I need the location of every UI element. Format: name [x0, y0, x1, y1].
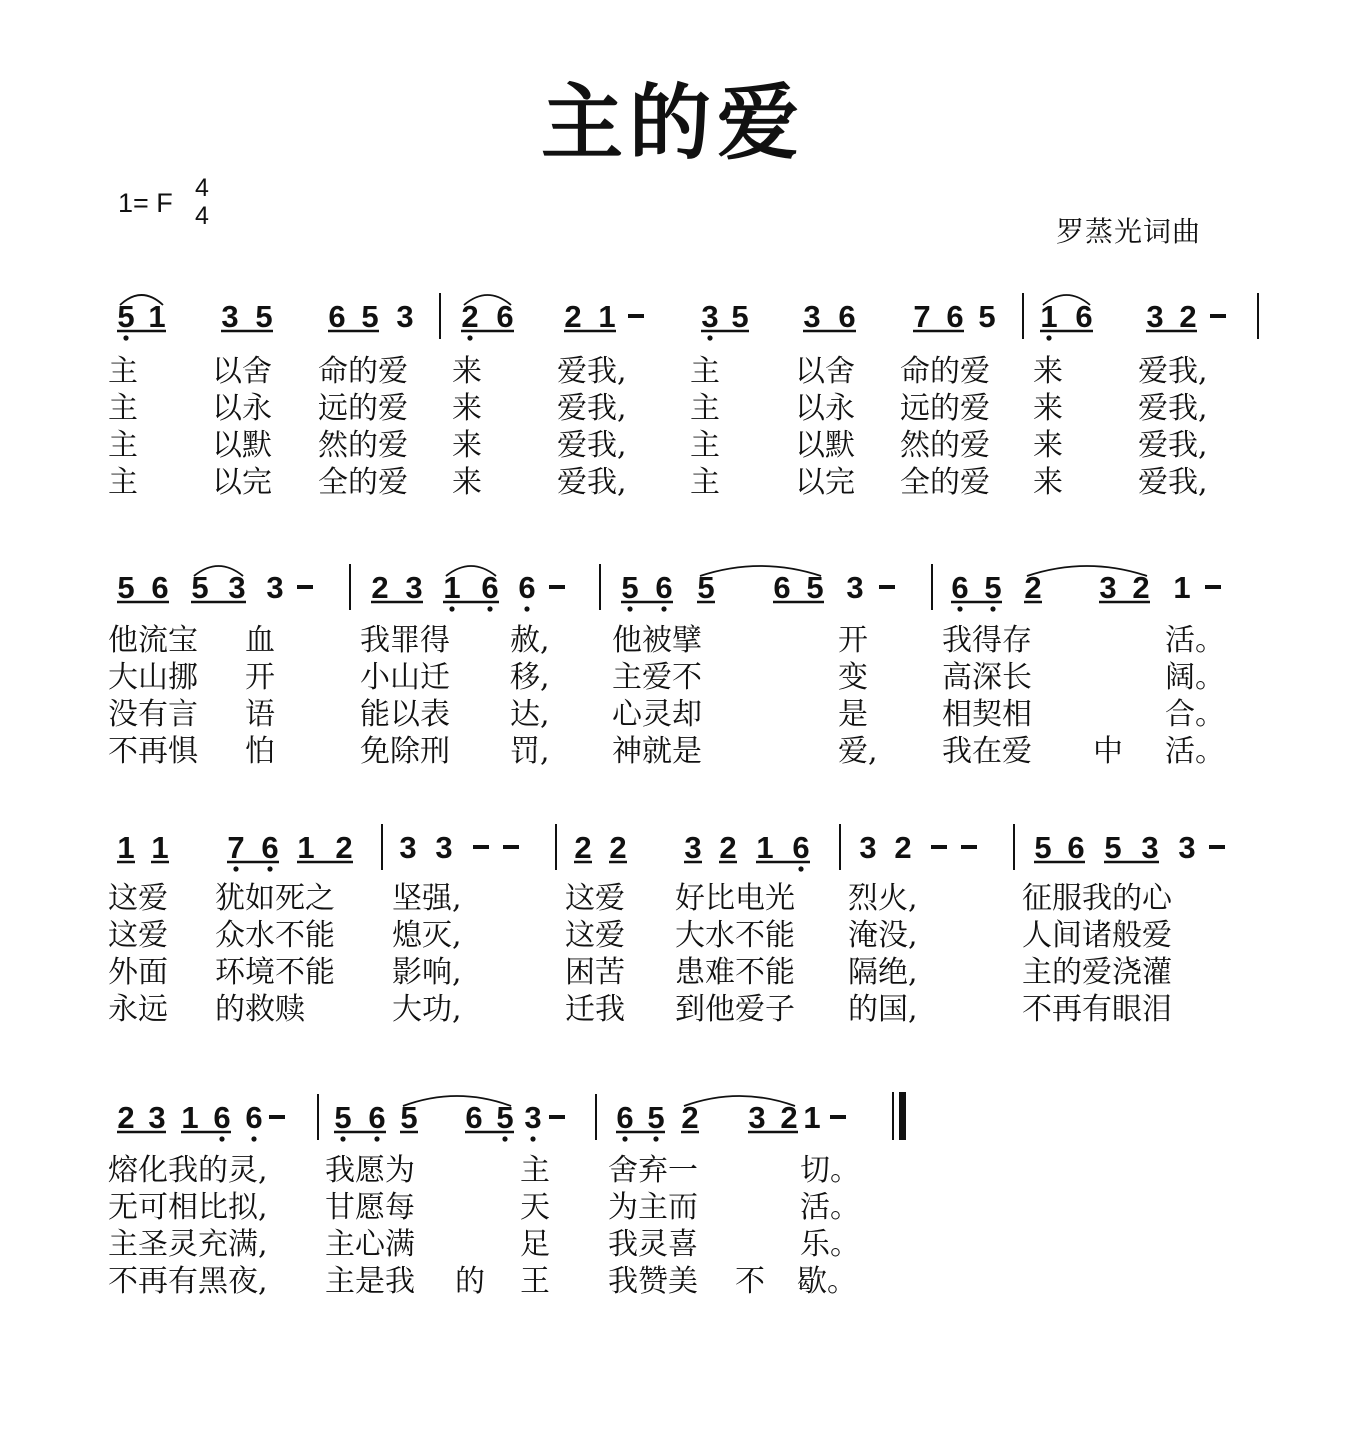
lyric-word: 全的爱 — [318, 465, 408, 500]
note: 1 — [1173, 570, 1191, 605]
note: 1 — [117, 830, 135, 865]
lyric-word: 这爱 — [108, 881, 168, 916]
note: 2 — [894, 830, 912, 865]
octave-dot — [123, 335, 128, 340]
note: 6 — [465, 1100, 483, 1135]
note: 1 — [148, 299, 166, 334]
lyric-word: 这爱 — [108, 918, 168, 953]
lyric-word: 爱我, — [557, 428, 627, 463]
lyric-word: 主的爱浇灌 — [1022, 955, 1172, 990]
sustain-dash — [1205, 585, 1221, 589]
lyric-line — [0, 659, 1346, 696]
lyric-word: 永远 — [108, 992, 168, 1027]
sustain-dash — [961, 845, 977, 849]
note: 3 — [803, 299, 821, 334]
octave-dot — [524, 606, 529, 611]
note: 2 — [780, 1100, 798, 1135]
lyric-word: 达, — [510, 697, 550, 732]
lyric-word: 血 — [245, 623, 275, 658]
lyric-line — [0, 991, 1346, 1028]
lyric-word: 全的爱 — [900, 465, 990, 500]
note: 5 — [697, 570, 715, 605]
lyric-word: 我罪得 — [360, 623, 450, 658]
lyric-verse-4 — [0, 991, 1346, 1028]
octave-dot — [627, 606, 632, 611]
note: 3 — [1141, 830, 1159, 865]
note: 6 — [792, 830, 810, 865]
note: 1 — [151, 830, 169, 865]
lyric-word: 舍弃一 — [608, 1153, 698, 1188]
note: 3 — [684, 830, 702, 865]
note: 3 — [396, 299, 414, 334]
octave-dot — [1046, 335, 1051, 340]
lyric-word: 开 — [245, 660, 275, 695]
octave-dot — [798, 866, 803, 871]
lyric-word: 迁我 — [565, 992, 625, 1027]
note: 6 — [518, 570, 536, 605]
lyric-word: 环境不能 — [215, 955, 335, 990]
lyric-word: 烈火, — [848, 881, 918, 916]
lyric-word: 大水不能 — [675, 918, 795, 953]
sustain-dash — [1209, 845, 1225, 849]
sustain-dash — [830, 1115, 846, 1119]
octave-dot — [990, 606, 995, 611]
lyric-word: 相契相 — [942, 697, 1032, 732]
lyric-word: 来 — [1033, 465, 1063, 500]
octave-dot — [251, 1136, 256, 1141]
note: 2 — [719, 830, 737, 865]
note: 6 — [946, 299, 964, 334]
note: 3 — [435, 830, 453, 865]
lyric-word: 困苦 — [565, 955, 625, 990]
lyric-word: 以舍 — [212, 354, 272, 389]
lyric-word: 熔化我的灵, — [108, 1153, 268, 1188]
note: 3 — [846, 570, 864, 605]
note: 3 — [524, 1100, 542, 1135]
lyric-word: 爱我, — [1138, 391, 1208, 426]
sustain-dash — [879, 585, 895, 589]
lyric-word: 隔绝, — [848, 955, 918, 990]
octave-dot — [374, 1136, 379, 1141]
note: 6 — [261, 830, 279, 865]
notation-row — [0, 556, 1346, 616]
notation-svg — [0, 1086, 1346, 1146]
note: 2 — [371, 570, 389, 605]
lyric-word: 征服我的心 — [1022, 881, 1172, 916]
note: 2 — [1132, 570, 1150, 605]
slur — [1027, 566, 1147, 576]
lyric-word: 罚, — [510, 734, 550, 769]
lyric-line — [0, 1189, 1346, 1226]
lyric-line — [0, 880, 1346, 917]
lyric-word: 我在爱 — [942, 734, 1032, 769]
note: 6 — [1075, 299, 1093, 334]
notation-svg — [0, 816, 1346, 876]
lyric-word: 然的爱 — [900, 428, 990, 463]
note: 6 — [245, 1100, 263, 1135]
lyric-word: 小山迁 — [360, 660, 450, 695]
lyric-word: 远的爱 — [900, 391, 990, 426]
lyric-verse-4 — [0, 464, 1346, 501]
sustain-dash — [1210, 314, 1226, 318]
lyric-verse-1 — [0, 880, 1346, 917]
lyric-word: 语 — [245, 697, 275, 732]
note: 5 — [978, 299, 996, 334]
lyric-verse-4 — [0, 733, 1346, 770]
sustain-dash — [473, 845, 489, 849]
note: 3 — [701, 299, 719, 334]
note: 6 — [481, 570, 499, 605]
lyric-line — [0, 390, 1346, 427]
lyric-word: 以永 — [795, 391, 855, 426]
lyric-word: 乐。 — [800, 1227, 860, 1262]
lyric-word: 足 — [520, 1227, 550, 1262]
lyric-word: 天 — [520, 1190, 550, 1225]
lyric-word: 主 — [108, 465, 138, 500]
lyric-word: 主 — [690, 465, 720, 500]
note: 3 — [266, 570, 284, 605]
lyric-word: 犹如死之 — [215, 881, 335, 916]
lyric-word: 不再有黑夜, — [108, 1264, 268, 1299]
song-title: 主的爱 — [540, 75, 805, 171]
note: 5 — [361, 299, 379, 334]
octave-dot — [653, 1136, 658, 1141]
note: 5 — [117, 570, 135, 605]
lyric-word: 爱我, — [557, 391, 627, 426]
note: 2 — [1179, 299, 1197, 334]
lyric-word: 我得存 — [942, 623, 1032, 658]
note: 2 — [1024, 570, 1042, 605]
lyric-word: 主心满 — [325, 1227, 415, 1262]
slur — [403, 1096, 511, 1106]
lyric-word: 到他爱子 — [675, 992, 795, 1027]
lyric-word: 这爱 — [565, 918, 625, 953]
lyric-word: 众水不能 — [215, 918, 335, 953]
lyric-word: 为主而 — [608, 1190, 698, 1225]
lyric-word: 以完 — [795, 465, 855, 500]
note: 3 — [148, 1100, 166, 1135]
note: 6 — [838, 299, 856, 334]
note: 2 — [564, 299, 582, 334]
lyric-word: 大山挪 — [108, 660, 198, 695]
lyric-word: 来 — [452, 465, 482, 500]
lyric-word: 神就是 — [612, 734, 702, 769]
lyric-word: 的 — [455, 1264, 485, 1299]
octave-dot — [219, 1136, 224, 1141]
lyric-word: 来 — [452, 391, 482, 426]
note: 2 — [461, 299, 479, 334]
lyric-word: 主 — [690, 428, 720, 463]
lyric-verse-3 — [0, 954, 1346, 991]
note: 1 — [756, 830, 774, 865]
lyric-verse-1 — [0, 353, 1346, 390]
lyric-verse-2 — [0, 1189, 1346, 1226]
slur — [700, 566, 821, 576]
lyric-word: 主 — [690, 391, 720, 426]
lyric-word: 爱我, — [1138, 465, 1208, 500]
note: 5 — [334, 1100, 352, 1135]
octave-dot — [622, 1136, 627, 1141]
octave-dot — [661, 606, 666, 611]
lyric-word: 淹没, — [848, 918, 918, 953]
note: 3 — [859, 830, 877, 865]
lyric-word: 爱我, — [557, 465, 627, 500]
note: 7 — [913, 299, 931, 334]
note: 6 — [151, 570, 169, 605]
lyric-word: 高深长 — [942, 660, 1032, 695]
lyric-word: 不再惧 — [108, 734, 198, 769]
lyric-word: 甘愿每 — [325, 1190, 415, 1225]
octave-dot — [467, 335, 472, 340]
lyric-word: 以默 — [212, 428, 272, 463]
lyric-word: 免除刑 — [360, 734, 450, 769]
lyric-word: 没有言 — [108, 697, 198, 732]
lyric-word: 开 — [838, 623, 868, 658]
note: 5 — [1034, 830, 1052, 865]
note: 5 — [400, 1100, 418, 1135]
lyric-word: 爱我, — [557, 354, 627, 389]
octave-dot — [340, 1136, 345, 1141]
note: 6 — [1067, 830, 1085, 865]
octave-dot — [267, 866, 272, 871]
note: 6 — [328, 299, 346, 334]
lyric-word: 我赞美 — [608, 1264, 698, 1299]
lyric-word: 以永 — [212, 391, 272, 426]
note: 5 — [984, 570, 1002, 605]
note: 1 — [297, 830, 315, 865]
note: 6 — [213, 1100, 231, 1135]
note: 1 — [1040, 299, 1058, 334]
lyric-word: 活。 — [1165, 623, 1225, 658]
lyric-word: 赦, — [510, 623, 550, 658]
lyric-verse-2 — [0, 917, 1346, 954]
lyric-verse-1 — [0, 1152, 1346, 1189]
sustain-dash — [297, 585, 313, 589]
key-signature: 1= F — [118, 188, 173, 218]
lyric-word: 他流宝 — [108, 623, 198, 658]
composer-credit: 罗蒸光词曲 — [1056, 215, 1202, 248]
note: 5 — [731, 299, 749, 334]
lyric-word: 我愿为 — [325, 1153, 415, 1188]
lyric-word: 来 — [1033, 428, 1063, 463]
note: 6 — [773, 570, 791, 605]
lyric-word: 的国, — [848, 992, 918, 1027]
lyric-word: 中 — [1093, 734, 1123, 769]
lyric-word: 爱我, — [1138, 354, 1208, 389]
lyric-word: 不 — [735, 1264, 765, 1299]
lyric-word: 坚强, — [392, 881, 462, 916]
octave-dot — [487, 606, 492, 611]
slur — [684, 1096, 795, 1106]
lyric-line — [0, 1263, 1346, 1300]
note: 2 — [335, 830, 353, 865]
lyric-line — [0, 427, 1346, 464]
lyric-word: 来 — [1033, 391, 1063, 426]
sustain-dash — [549, 585, 565, 589]
sustain-dash — [503, 845, 519, 849]
note: 6 — [655, 570, 673, 605]
lyric-line — [0, 1226, 1346, 1263]
note: 3 — [405, 570, 423, 605]
note: 3 — [228, 570, 246, 605]
lyric-word: 爱, — [838, 734, 878, 769]
sustain-dash — [549, 1115, 565, 1119]
note: 5 — [621, 570, 639, 605]
notation-svg — [0, 285, 1346, 345]
lyric-word: 爱我, — [1138, 428, 1208, 463]
lyric-word: 来 — [1033, 354, 1063, 389]
notation-row — [0, 1086, 1346, 1146]
octave-dot — [449, 606, 454, 611]
note: 1 — [181, 1100, 199, 1135]
lyric-line — [0, 622, 1346, 659]
lyric-word: 主 — [108, 354, 138, 389]
lyric-word: 合。 — [1165, 697, 1225, 732]
note: 5 — [191, 570, 209, 605]
note: 1 — [443, 570, 461, 605]
note: 1 — [803, 1100, 821, 1135]
note: 5 — [496, 1100, 514, 1135]
lyric-word: 患难不能 — [675, 955, 795, 990]
lyric-word: 来 — [452, 428, 482, 463]
note: 6 — [496, 299, 514, 334]
lyric-word: 影响, — [392, 955, 462, 990]
note: 5 — [255, 299, 273, 334]
lyric-word: 王 — [520, 1264, 550, 1299]
note: 5 — [117, 299, 135, 334]
lyric-word: 主 — [108, 428, 138, 463]
lyric-word: 然的爱 — [318, 428, 408, 463]
lyric-word: 我灵喜 — [608, 1227, 698, 1262]
note: 1 — [598, 299, 616, 334]
lyric-word: 他被擘 — [612, 623, 702, 658]
lyric-word: 主爱不 — [612, 660, 702, 695]
lyric-word: 以默 — [795, 428, 855, 463]
lyric-word: 能以表 — [360, 697, 450, 732]
octave-dot — [502, 1136, 507, 1141]
lyric-word: 命的爱 — [900, 354, 990, 389]
lyric-word: 的救赎 — [215, 992, 305, 1027]
lyric-word: 活。 — [800, 1190, 860, 1225]
sustain-dash — [628, 314, 644, 318]
lyric-verse-2 — [0, 659, 1346, 696]
lyric-word: 主圣灵充满, — [108, 1227, 268, 1262]
lyric-line — [0, 917, 1346, 954]
lyric-word: 以完 — [212, 465, 272, 500]
note: 3 — [1178, 830, 1196, 865]
octave-dot — [957, 606, 962, 611]
lyric-line — [0, 1152, 1346, 1189]
note: 3 — [399, 830, 417, 865]
lyric-word: 大功, — [392, 992, 462, 1027]
time-signature — [190, 174, 214, 230]
octave-dot — [530, 1136, 535, 1141]
lyric-word: 以舍 — [795, 354, 855, 389]
lyric-word: 主是我 — [325, 1264, 415, 1299]
lyric-word: 阔。 — [1165, 660, 1225, 695]
lyric-word: 怕 — [245, 734, 275, 769]
note: 6 — [368, 1100, 386, 1135]
lyric-verse-4 — [0, 1263, 1346, 1300]
lyric-line — [0, 464, 1346, 501]
note: 7 — [227, 830, 245, 865]
lyric-word: 移, — [510, 660, 550, 695]
sustain-dash — [269, 1115, 285, 1119]
note: 2 — [117, 1100, 135, 1135]
lyric-word: 不再有眼泪 — [1022, 992, 1172, 1027]
lyric-word: 好比电光 — [675, 881, 795, 916]
lyric-word: 主 — [690, 354, 720, 389]
note: 6 — [951, 570, 969, 605]
octave-dot — [233, 866, 238, 871]
notation-svg — [0, 556, 1346, 616]
lyric-word: 主 — [520, 1153, 550, 1188]
lyric-word: 来 — [452, 354, 482, 389]
notation-row — [0, 816, 1346, 876]
note: 2 — [574, 830, 592, 865]
final-barline-thick — [899, 1092, 906, 1140]
lyric-word: 歇。 — [797, 1264, 857, 1299]
lyric-word: 无可相比拟, — [108, 1190, 268, 1225]
note: 6 — [616, 1100, 634, 1135]
lyric-line — [0, 733, 1346, 770]
lyric-word: 心灵却 — [612, 697, 702, 732]
octave-dot — [707, 335, 712, 340]
time-signature-top: 4 — [195, 174, 209, 202]
note: 5 — [806, 570, 824, 605]
note: 2 — [609, 830, 627, 865]
note: 3 — [1099, 570, 1117, 605]
lyric-word: 是 — [838, 697, 868, 732]
note: 3 — [221, 299, 239, 334]
note: 5 — [1104, 830, 1122, 865]
lyric-word: 活。 — [1165, 734, 1225, 769]
lyric-line — [0, 353, 1346, 390]
lyric-verse-3 — [0, 427, 1346, 464]
lyric-verse-2 — [0, 390, 1346, 427]
lyric-word: 切。 — [800, 1153, 860, 1188]
lyric-word: 熄灭, — [392, 918, 462, 953]
lyric-word: 主 — [108, 391, 138, 426]
note: 2 — [681, 1100, 699, 1135]
lyric-line — [0, 954, 1346, 991]
lyric-line — [0, 696, 1346, 733]
time-signature-bottom: 4 — [195, 202, 209, 230]
notation-row — [0, 285, 1346, 345]
lyric-verse-3 — [0, 1226, 1346, 1263]
lyric-word: 远的爱 — [318, 391, 408, 426]
note: 5 — [647, 1100, 665, 1135]
lyric-verse-1 — [0, 622, 1346, 659]
sustain-dash — [931, 845, 947, 849]
lyric-word: 变 — [838, 660, 868, 695]
note: 3 — [1146, 299, 1164, 334]
lyric-word: 外面 — [108, 955, 168, 990]
lyric-word: 这爱 — [565, 881, 625, 916]
note: 3 — [748, 1100, 766, 1135]
lyric-word: 命的爱 — [318, 354, 408, 389]
lyric-word: 人间诸般爱 — [1022, 918, 1172, 953]
lyric-verse-3 — [0, 696, 1346, 733]
